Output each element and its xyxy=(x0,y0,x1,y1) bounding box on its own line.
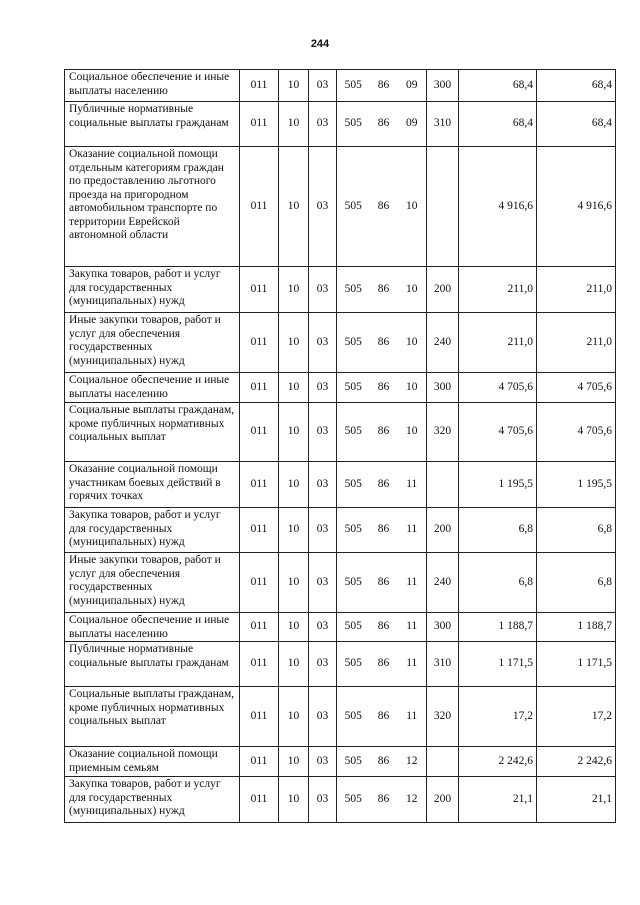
row-name: Закупка товаров, работ и услуг для государственных (муниципальных) нужд xyxy=(65,508,240,553)
table-row xyxy=(65,313,616,373)
program-code-part3: 10 xyxy=(398,403,427,462)
amount-2: 68,4 xyxy=(537,70,616,102)
subsection-code: 03 xyxy=(309,553,337,613)
amount-1: 21,1 xyxy=(459,777,537,823)
section-code: 10 xyxy=(279,642,309,687)
amount-1: 4 705,6 xyxy=(459,373,537,403)
amount-2: 17,2 xyxy=(537,687,616,747)
row-name: Закупка товаров, работ и услуг для государственных (муниципальных) нужд xyxy=(65,777,240,823)
table-row xyxy=(65,553,616,613)
table-row xyxy=(65,613,616,642)
row-name: Социальное обеспечение и иные выплаты населению xyxy=(65,613,240,642)
row-name: Иные закупки товаров, работ и услуг для обеспечения государственных (муниципальных) нужд xyxy=(65,313,240,373)
amount-2: 6,8 xyxy=(537,553,616,613)
row-name: Социальное обеспечение и иные выплаты населению xyxy=(65,373,240,403)
table-row xyxy=(65,687,616,747)
program-code-part2: 86 xyxy=(370,642,398,687)
expense-type-code: 300 xyxy=(427,70,459,102)
section-code: 10 xyxy=(279,613,309,642)
expense-type-code: 200 xyxy=(427,267,459,313)
subsection-code: 03 xyxy=(309,747,337,777)
program-code-part2: 86 xyxy=(370,267,398,313)
admin-code: 011 xyxy=(240,747,279,777)
expense-type-code xyxy=(427,462,459,508)
section-code: 10 xyxy=(279,267,309,313)
section-code: 10 xyxy=(279,147,309,267)
table-row xyxy=(65,373,616,403)
amount-1: 4 705,6 xyxy=(459,403,537,462)
program-code-part3: 10 xyxy=(398,147,427,267)
program-code-part2: 86 xyxy=(370,747,398,777)
program-code-part2: 86 xyxy=(370,462,398,508)
program-code-part3: 11 xyxy=(398,642,427,687)
subsection-code: 03 xyxy=(309,777,337,823)
program-code-part1: 505 xyxy=(337,462,370,508)
admin-code: 011 xyxy=(240,102,279,147)
program-code-part3: 10 xyxy=(398,267,427,313)
subsection-code: 03 xyxy=(309,373,337,403)
amount-1: 1 195,5 xyxy=(459,462,537,508)
amount-2: 4 705,6 xyxy=(537,373,616,403)
table-row xyxy=(65,403,616,462)
amount-1: 6,8 xyxy=(459,508,537,553)
program-code-part3: 12 xyxy=(398,777,427,823)
table-row xyxy=(65,642,616,687)
table-row xyxy=(65,777,616,823)
program-code-part1: 505 xyxy=(337,687,370,747)
expense-type-code xyxy=(427,747,459,777)
section-code: 10 xyxy=(279,70,309,102)
program-code-part2: 86 xyxy=(370,777,398,823)
row-name: Социальное обеспечение и иные выплаты населению xyxy=(65,70,240,102)
amount-2: 1 188,7 xyxy=(537,613,616,642)
amount-2: 1 195,5 xyxy=(537,462,616,508)
section-code: 10 xyxy=(279,553,309,613)
program-code-part3: 11 xyxy=(398,613,427,642)
program-code-part3: 09 xyxy=(398,70,427,102)
page-number: 244 xyxy=(310,38,330,50)
subsection-code: 03 xyxy=(309,267,337,313)
row-name: Социальные выплаты гражданам, кроме публичных нормативных социальных выплат xyxy=(65,403,240,462)
table-row xyxy=(65,462,616,508)
admin-code: 011 xyxy=(240,553,279,613)
section-code: 10 xyxy=(279,777,309,823)
section-code: 10 xyxy=(279,508,309,553)
expense-type-code: 300 xyxy=(427,373,459,403)
admin-code: 011 xyxy=(240,508,279,553)
program-code-part1: 505 xyxy=(337,613,370,642)
row-name: Оказание социальной помощи приемным семьям xyxy=(65,747,240,777)
expense-type-code: 310 xyxy=(427,642,459,687)
section-code: 10 xyxy=(279,313,309,373)
expense-type-code: 240 xyxy=(427,313,459,373)
program-code-part1: 505 xyxy=(337,267,370,313)
expense-type-code: 200 xyxy=(427,508,459,553)
expense-type-code: 240 xyxy=(427,553,459,613)
amount-1: 211,0 xyxy=(459,313,537,373)
subsection-code: 03 xyxy=(309,687,337,747)
program-code-part2: 86 xyxy=(370,102,398,147)
table-row xyxy=(65,147,616,267)
program-code-part3: 11 xyxy=(398,508,427,553)
amount-2: 2 242,6 xyxy=(537,747,616,777)
program-code-part2: 86 xyxy=(370,553,398,613)
amount-1: 17,2 xyxy=(459,687,537,747)
program-code-part1: 505 xyxy=(337,508,370,553)
section-code: 10 xyxy=(279,747,309,777)
table-row xyxy=(65,508,616,553)
amount-2: 21,1 xyxy=(537,777,616,823)
table-row xyxy=(65,267,616,313)
program-code-part3: 10 xyxy=(398,373,427,403)
program-code-part3: 09 xyxy=(398,102,427,147)
program-code-part1: 505 xyxy=(337,373,370,403)
subsection-code: 03 xyxy=(309,613,337,642)
admin-code: 011 xyxy=(240,613,279,642)
row-name: Публичные нормативные социальные выплаты гражданам xyxy=(65,642,240,687)
amount-2: 4 916,6 xyxy=(537,147,616,267)
amount-2: 4 705,6 xyxy=(537,403,616,462)
program-code-part2: 86 xyxy=(370,403,398,462)
admin-code: 011 xyxy=(240,267,279,313)
program-code-part1: 505 xyxy=(337,102,370,147)
program-code-part1: 505 xyxy=(337,642,370,687)
amount-2: 68,4 xyxy=(537,102,616,147)
program-code-part1: 505 xyxy=(337,777,370,823)
program-code-part3: 10 xyxy=(398,313,427,373)
program-code-part2: 86 xyxy=(370,70,398,102)
budget-table xyxy=(64,69,616,823)
row-name: Публичные нормативные социальные выплаты гражданам xyxy=(65,102,240,147)
row-name: Оказание социальной помощи участникам боевых действий в горячих точках xyxy=(65,462,240,508)
amount-2: 1 171,5 xyxy=(537,642,616,687)
table-body xyxy=(65,70,616,823)
program-code-part2: 86 xyxy=(370,613,398,642)
row-name: Закупка товаров, работ и услуг для государственных (муниципальных) нужд xyxy=(65,267,240,313)
expense-type-code: 200 xyxy=(427,777,459,823)
amount-2: 6,8 xyxy=(537,508,616,553)
expense-type-code: 300 xyxy=(427,613,459,642)
amount-1: 211,0 xyxy=(459,267,537,313)
admin-code: 011 xyxy=(240,313,279,373)
program-code-part1: 505 xyxy=(337,553,370,613)
subsection-code: 03 xyxy=(309,462,337,508)
section-code: 10 xyxy=(279,687,309,747)
program-code-part2: 86 xyxy=(370,508,398,553)
program-code-part2: 86 xyxy=(370,313,398,373)
admin-code: 011 xyxy=(240,373,279,403)
program-code-part3: 12 xyxy=(398,747,427,777)
program-code-part2: 86 xyxy=(370,373,398,403)
admin-code: 011 xyxy=(240,777,279,823)
subsection-code: 03 xyxy=(309,70,337,102)
amount-1: 1 171,5 xyxy=(459,642,537,687)
program-code-part1: 505 xyxy=(337,403,370,462)
section-code: 10 xyxy=(279,373,309,403)
amount-2: 211,0 xyxy=(537,313,616,373)
program-code-part3: 11 xyxy=(398,462,427,508)
section-code: 10 xyxy=(279,403,309,462)
row-name: Оказание социальной помощи отдельным категориям граждан по предоставлению льготного проезда на пригородном автомобильном транспорте по территории Еврейской автономной области xyxy=(65,147,240,267)
subsection-code: 03 xyxy=(309,642,337,687)
program-code-part2: 86 xyxy=(370,147,398,267)
amount-2: 211,0 xyxy=(537,267,616,313)
program-code-part1: 505 xyxy=(337,747,370,777)
subsection-code: 03 xyxy=(309,313,337,373)
expense-type-code: 320 xyxy=(427,687,459,747)
program-code-part1: 505 xyxy=(337,70,370,102)
admin-code: 011 xyxy=(240,687,279,747)
program-code-part1: 505 xyxy=(337,313,370,373)
section-code: 10 xyxy=(279,462,309,508)
expense-type-code: 310 xyxy=(427,102,459,147)
program-code-part3: 11 xyxy=(398,687,427,747)
amount-1: 68,4 xyxy=(459,70,537,102)
amount-1: 2 242,6 xyxy=(459,747,537,777)
amount-1: 4 916,6 xyxy=(459,147,537,267)
admin-code: 011 xyxy=(240,642,279,687)
row-name: Иные закупки товаров, работ и услуг для обеспечения государственных (муниципальных) нужд xyxy=(65,553,240,613)
subsection-code: 03 xyxy=(309,508,337,553)
amount-1: 1 188,7 xyxy=(459,613,537,642)
table-row xyxy=(65,747,616,777)
expense-type-code xyxy=(427,147,459,267)
program-code-part3: 11 xyxy=(398,553,427,613)
table-row xyxy=(65,70,616,102)
amount-1: 6,8 xyxy=(459,553,537,613)
admin-code: 011 xyxy=(240,403,279,462)
admin-code: 011 xyxy=(240,147,279,267)
subsection-code: 03 xyxy=(309,102,337,147)
admin-code: 011 xyxy=(240,70,279,102)
admin-code: 011 xyxy=(240,462,279,508)
section-code: 10 xyxy=(279,102,309,147)
subsection-code: 03 xyxy=(309,403,337,462)
table-row xyxy=(65,102,616,147)
subsection-code: 03 xyxy=(309,147,337,267)
amount-1: 68,4 xyxy=(459,102,537,147)
program-code-part1: 505 xyxy=(337,147,370,267)
row-name: Социальные выплаты гражданам, кроме публичных нормативных социальных выплат xyxy=(65,687,240,747)
expense-type-code: 320 xyxy=(427,403,459,462)
program-code-part2: 86 xyxy=(370,687,398,747)
